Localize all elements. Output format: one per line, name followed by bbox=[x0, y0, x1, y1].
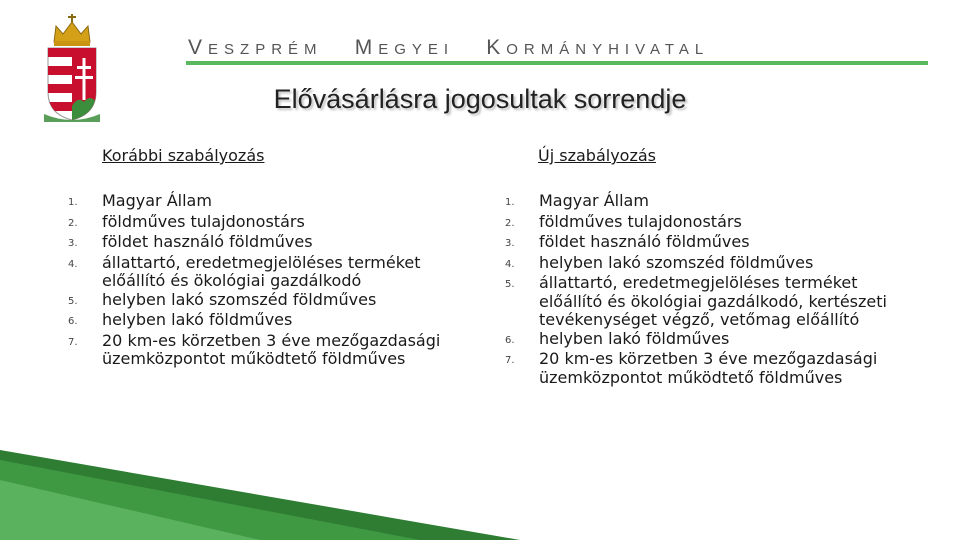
list-item: 2. földműves tulajdonostárs bbox=[505, 211, 742, 231]
new-regulation-list bbox=[505, 192, 915, 387]
office-name bbox=[188, 36, 731, 60]
office-name-word-3: KORMÁNYHIVATAL bbox=[486, 36, 710, 59]
header-divider bbox=[186, 61, 928, 65]
new-regulation-heading: Új szabályozás bbox=[538, 146, 656, 165]
previous-regulation-list bbox=[68, 192, 448, 369]
decorative-corner-shape bbox=[0, 450, 520, 540]
list-item: 6. helyben lakó földműves bbox=[68, 310, 293, 329]
list-item: 7. 20 km-es körzetben 3 éve mezőgazdasági üzemközpontot működtető földműves bbox=[68, 330, 441, 368]
list-item: 6. helyben lakó földműves bbox=[505, 328, 730, 348]
previous-regulation-heading: Korábbi szabályozás bbox=[102, 146, 265, 165]
list-item: 2. földműves tulajdonostárs bbox=[68, 211, 305, 231]
list-item: 3. földet használó földműves bbox=[505, 232, 750, 251]
list-item: 4. állattartó, eredetmegjelöléses terméket előállító és ökológiai gazdálkodó bbox=[68, 252, 421, 290]
list-item: 3. földet használó földműves bbox=[68, 232, 313, 251]
list-item: 4. helyben lakó szomszéd földműves bbox=[505, 252, 814, 272]
list-item: 1. Magyar Állam bbox=[505, 191, 649, 210]
office-name-word-1: VESZPRÉM bbox=[188, 36, 323, 59]
slide-title: Elővásárlásra jogosultak sorrendje bbox=[273, 84, 687, 114]
list-item: 5. helyben lakó szomszéd földműves bbox=[68, 289, 377, 309]
list-item: 7. 20 km-es körzetben 3 éve mezőgazdasági üzemközpontot működtető földműves bbox=[505, 349, 878, 387]
list-item: 1. Magyar Állam bbox=[68, 191, 212, 210]
list-item: 5. állattartó, eredetmegjelöléses terméket előállító és ökológiai gazdálkodó, kertészeti tevékenységet végző, vetőmag előállító bbox=[505, 273, 887, 329]
office-name-word-2: MEGYEI bbox=[354, 36, 455, 59]
